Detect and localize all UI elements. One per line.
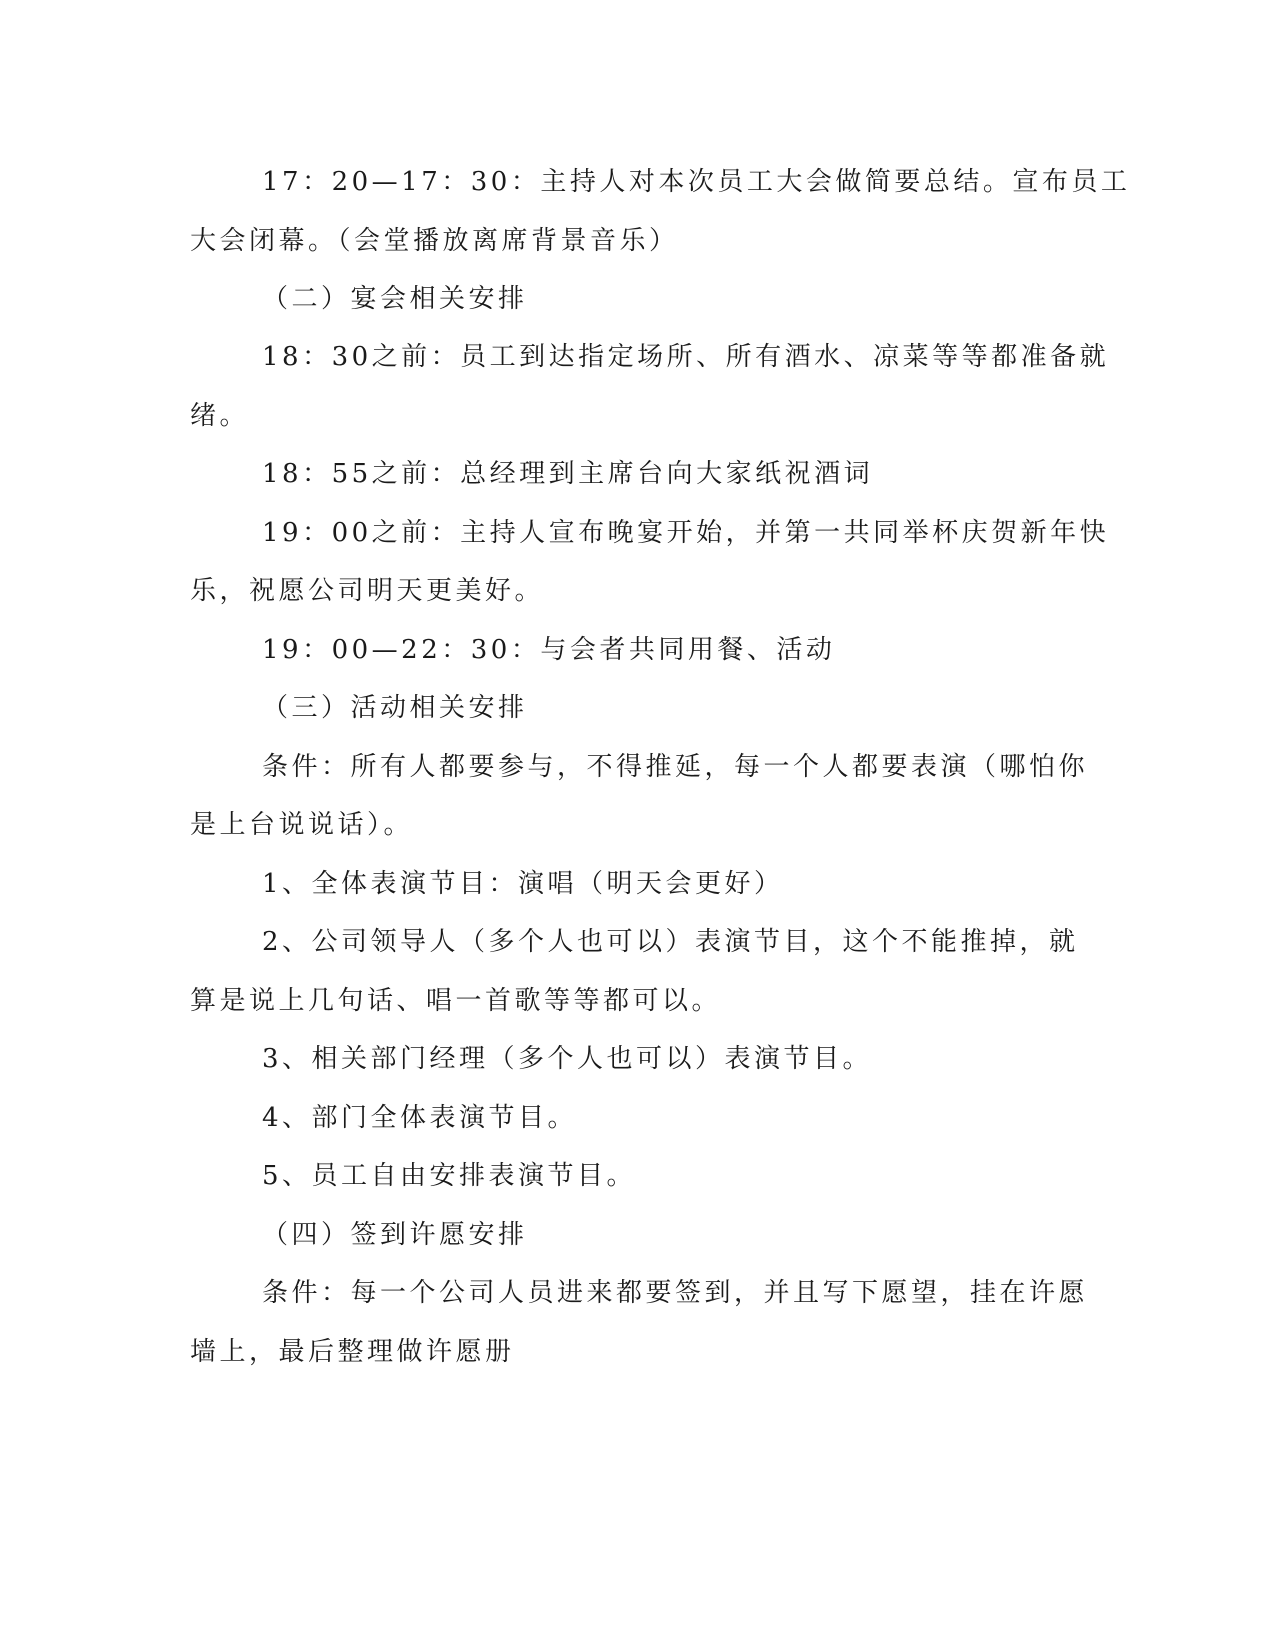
section-heading: （二）宴会相关安排	[262, 284, 528, 314]
list-item: 1、全体表演节目：演唱（明天会更好）	[262, 869, 784, 899]
list-item: 4、部门全体表演节目。	[262, 1103, 578, 1133]
paragraph-line: 18：30之前：员工到达指定场所、所有酒水、凉菜等等都准备就	[262, 342, 1110, 372]
paragraph-line: 是上台说说话）。	[190, 810, 414, 840]
paragraph-line: 19：00之前：主持人宣布晚宴开始，并第一共同举杯庆贺新年快	[262, 518, 1110, 548]
list-item-continuation: 算是说上几句话、唱一首歌等等都可以。	[190, 986, 722, 1016]
section-heading: （三）活动相关安排	[262, 693, 528, 723]
list-item: 2、公司领导人（多个人也可以）表演节目，这个不能推掉，就	[262, 927, 1079, 957]
paragraph-line: 条件：所有人都要参与，不得推延，每一个人都要表演（哪怕你	[262, 752, 1089, 782]
paragraph-line: 大会闭幕。（会堂播放离席背景音乐）	[190, 226, 679, 256]
paragraph-line: 绪。	[190, 401, 250, 431]
list-item: 5、员工自由安排表演节目。	[262, 1161, 637, 1191]
paragraph-line: 19：00—22：30：与会者共同用餐、活动	[262, 635, 836, 665]
paragraph-line: 乐，祝愿公司明天更美好。	[190, 576, 545, 606]
list-item: 3、相关部门经理（多个人也可以）表演节目。	[262, 1044, 873, 1074]
section-heading: （四）签到许愿安排	[262, 1220, 528, 1250]
paragraph-line: 条件：每一个公司人员进来都要签到，并且写下愿望，挂在许愿	[262, 1278, 1089, 1308]
paragraph-line: 墙上，最后整理做许愿册	[190, 1337, 515, 1367]
paragraph-line: 17：20—17：30：主持人对本次员工大会做简要总结。宣布员工	[262, 167, 1131, 197]
paragraph-line: 18：55之前：总经理到主席台向大家纸祝酒词	[262, 459, 874, 489]
